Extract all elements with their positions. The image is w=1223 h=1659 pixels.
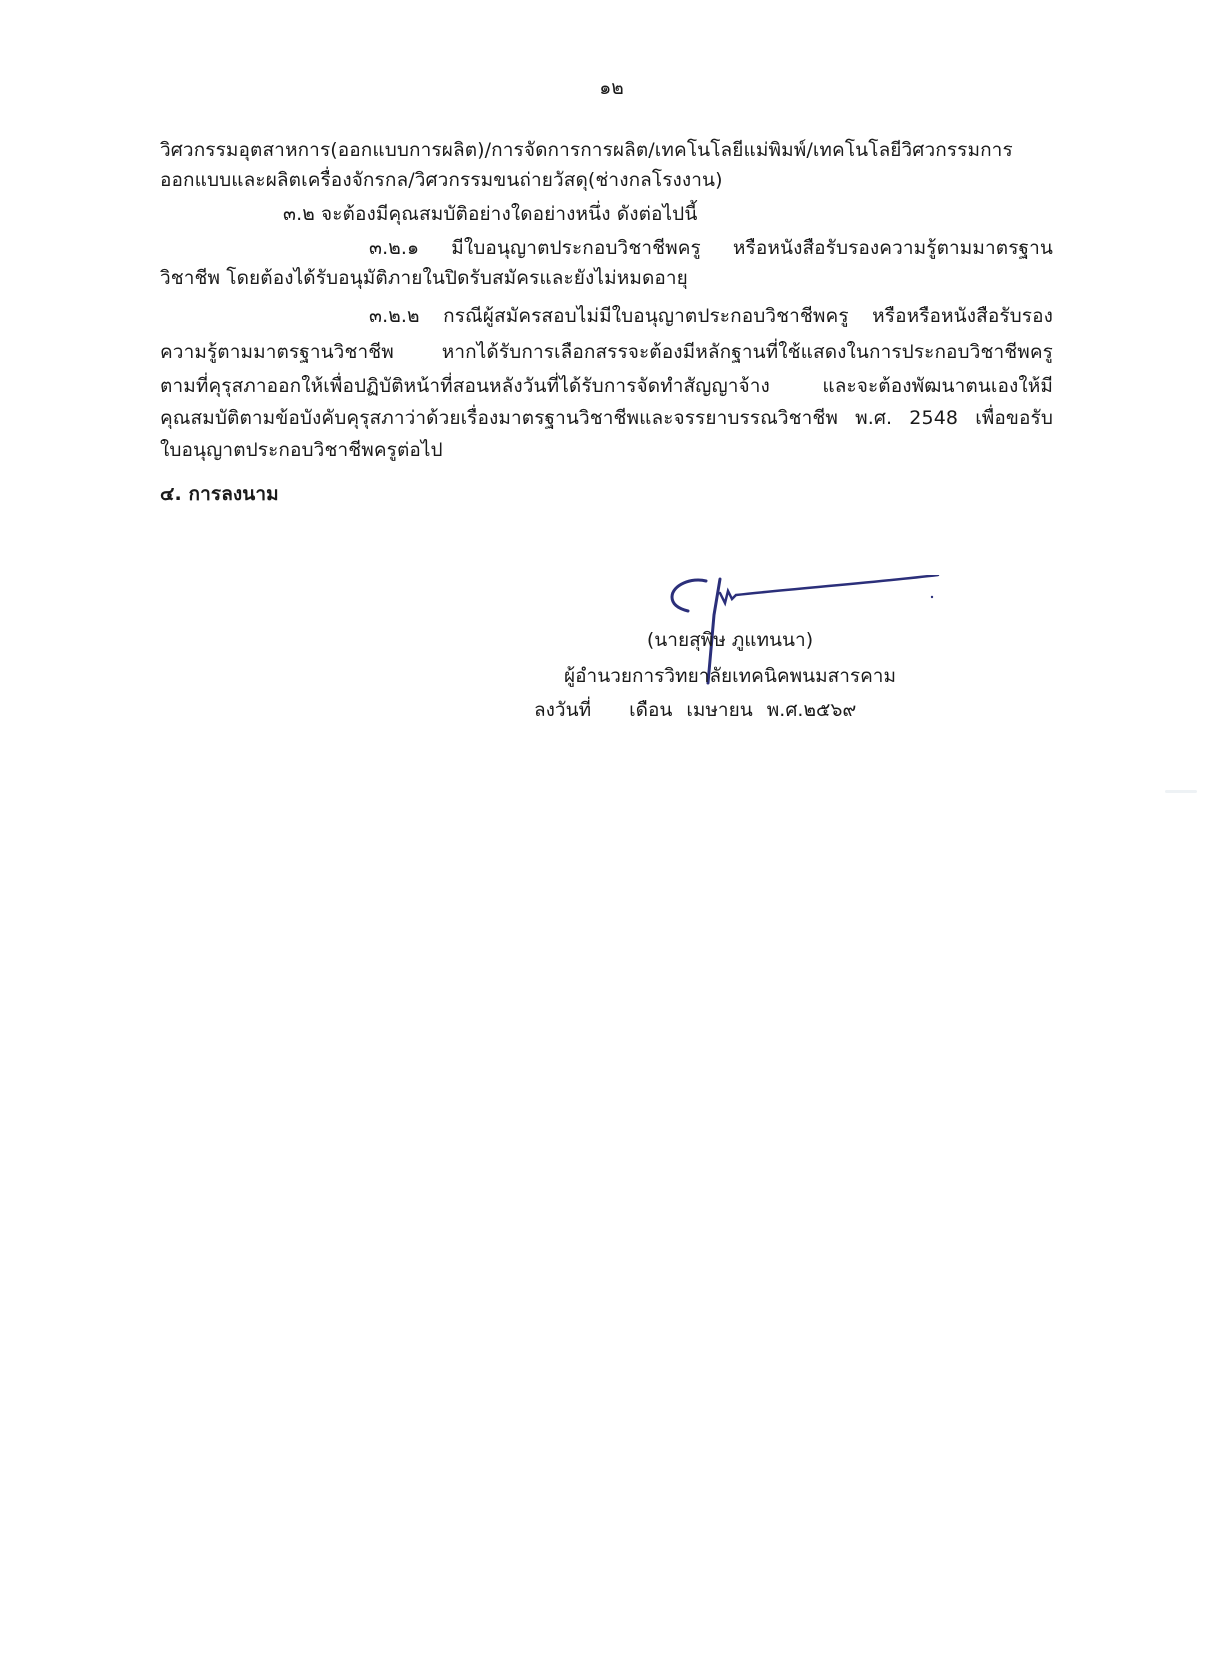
section-3-2-title: ๓.๒ จะต้องมีคุณสมบัติอย่างใดอย่างหนึ่ง ดังต่อไปนี้ [283, 203, 698, 225]
item-3-2-2-line-1: ๓.๒.๒ กรณีผู้สมัครสอบไม่มีใบอนุญาตประกอบวิชาชีพครู หรือหรือหนังสือรับรอง [369, 305, 1053, 327]
month-label: เดือน [629, 699, 673, 721]
page-number: ๑๒ [599, 77, 624, 99]
item-3-2-1-line-2: วิชาชีพ โดยต้องได้รับอนุมัติภายในปิดรับสมัครและยังไม่หมดอายุ [160, 267, 688, 289]
signatory-position: ผู้อำนวยการวิทยาลัยเทคนิคพนมสารคาม [564, 665, 896, 687]
signature-date-row [534, 696, 954, 724]
item-3-2-1-line-1: ๓.๒.๑ มีใบอนุญาตประกอบวิชาชีพครู หรือหนังสือรับรองความรู้ตามมาตรฐาน [369, 237, 1053, 259]
item-3-2-2-line-4: คุณสมบัติตามข้อบังคับคุรุสภาว่าด้วยเรื่องมาตรฐานวิชาชีพและจรรยาบรรณวิชาชีพ พ.ศ. 2548 เพื่อขอรับ [160, 407, 1053, 429]
month-value: เมษายน [686, 699, 753, 721]
item-3-2-2-line-3: ตามที่คุรุสภาออกให้เพื่อปฏิบัติหน้าที่สอนหลังวันที่ได้รับการจัดทำสัญญาจ้าง และจะต้องพัฒนาตนเองให้มี [160, 375, 1053, 397]
scan-artifact [1165, 790, 1197, 793]
continuation-line-1: วิศวกรรมอุตสาหการ(ออกแบบการผลิต)/การจัดการการผลิต/เทคโนโลยีแม่พิมพ์/เทคโนโลยีวิศวกรรมการ [160, 139, 1013, 161]
date-label: ลงวันที่ [534, 699, 592, 721]
item-3-2-2-line-5: ใบอนุญาตประกอบวิชาชีพครูต่อไป [160, 439, 443, 461]
continuation-line-2: ออกแบบและผลิตเครื่องจักรกล/วิศวกรรมขนถ่ายวัสดุ(ช่างกลโรงงาน) [160, 169, 723, 191]
section-4-heading: ๔. การลงนาม [160, 483, 279, 505]
year-value: พ.ศ.๒๕๖๙ [766, 699, 857, 721]
item-3-2-2-line-2: ความรู้ตามมาตรฐานวิชาชีพ หากได้รับการเลือกสรรจะต้องมีหลักฐานที่ใช้แสดงในการประกอบวิชาชีพครู [160, 341, 1053, 363]
signatory-name: (นายสุพิษ ภูแทนนา) [646, 629, 814, 651]
